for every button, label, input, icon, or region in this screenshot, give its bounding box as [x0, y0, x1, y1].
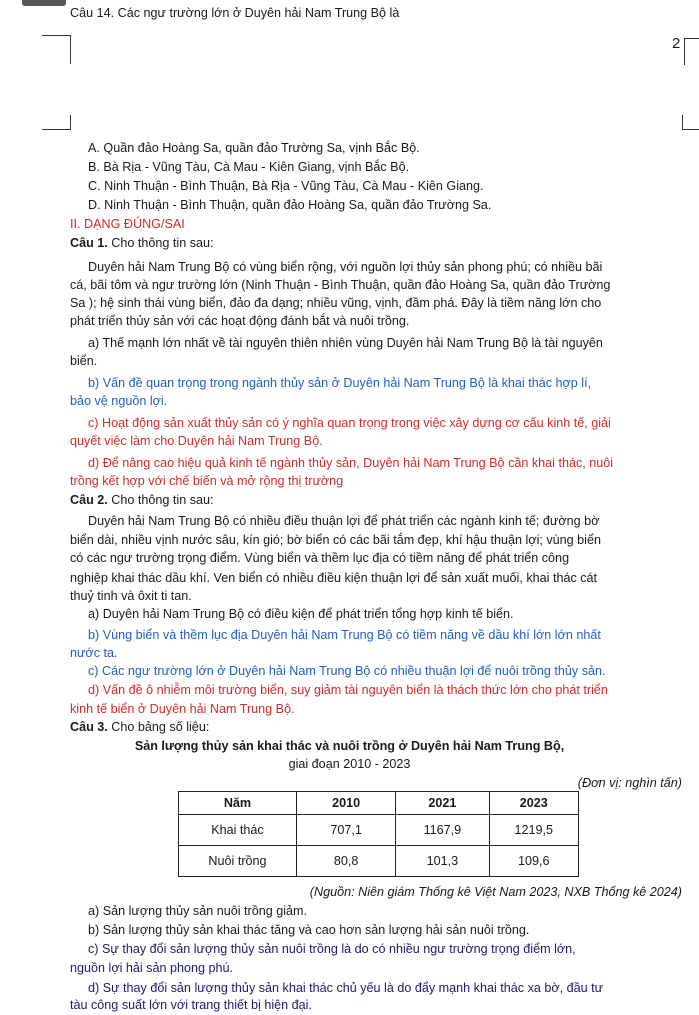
- q14-option-b: B. Bà Rịa - Vũng Tàu, Cà Mau - Kiên Giang, vịnh Bắc Bộ.: [88, 160, 410, 174]
- c2-statement-d-1: d) Vấn đề ô nhiễm môi trường biển, suy giảm tài nguyên biển là thách thức lớn cho phát triển: [88, 683, 608, 697]
- c1-statement-a-2: biển.: [70, 354, 98, 368]
- c2-intro: Cho thông tin sau:: [107, 493, 214, 507]
- table-title-1: Sản lượng thủy sản khai thác và nuôi trồng ở Duyên hải Nam Trung Bộ,: [134, 739, 565, 753]
- c1-statement-c-2: quyết việc làm cho Duyên hải Nam Trung Bộ.: [70, 434, 323, 448]
- table-title-2: giai đoạn 2010 - 2023: [288, 757, 411, 771]
- c3-statement-a: a) Sản lượng thủy sản nuôi trồng giảm.: [88, 904, 308, 918]
- table-cell: Nuôi trồng: [179, 846, 297, 877]
- table-header-row: [179, 792, 579, 815]
- c1-text-line-2: cá, bãi tôm và ngư trường lớn (Ninh Thuận - Bình Thuận, quần đảo Hoàng Sa, quần đảo Trường: [70, 278, 611, 292]
- c1-statement-c-1: c) Hoạt động sản xuất thủy sản có ý nghĩa quan trọng trong việc xây dựng cơ cấu kinh tế, giải: [88, 416, 611, 430]
- table-cell: 1167,9: [396, 815, 489, 846]
- c2-text-line-5: thuỷ tinh và ôxit ti tan.: [70, 589, 192, 603]
- table-header-cell: 2010: [296, 792, 395, 815]
- top-tab-decoration: [22, 0, 66, 6]
- c2-text-line-1: Duyên hải Nam Trung Bộ có nhiều điều thuận lợi để phát triển các ngành kinh tế; đường bờ: [88, 514, 600, 528]
- c3-intro: Cho bảng số liệu:: [107, 720, 210, 734]
- c2-statement-c: c) Các ngư trường lớn ở Duyên hải Nam Trung Bộ có nhiều thuận lợi để nuôi trồng thủy sản.: [88, 664, 606, 678]
- c3-heading: [70, 718, 681, 737]
- c1-text-line-1: Duyên hải Nam Trung Bộ có vùng biển rộng, với nguồn lợi thủy sản phong phú; có nhiều bãi: [88, 260, 603, 274]
- c2-text-line-4: nghiệp khai thác dầu khí. Ven biển có nhiều điều kiện thuận lợi để sản xuất muối, khai thác cát: [70, 571, 598, 585]
- table-row: [179, 846, 579, 877]
- c2-statement-d-2: kinh tế biển ở Duyên hải Nam Trung Bộ.: [70, 702, 295, 716]
- data-table: [178, 791, 579, 877]
- scan-frame-top-left: [42, 35, 71, 64]
- c1-text-line-3: Sa ); hệ sinh thái vùng biển, đảo đa dạng; nhiều vũng, vịnh, đầm phá. Đây là tiềm năng lớn cho: [70, 296, 602, 310]
- c3-statement-d-1: d) Sự thay đổi sản lượng thủy sản khai thác chủ yếu là do đẩy mạnh khai thác xa bờ, đầu tư: [88, 981, 604, 995]
- c3-statement-c-1: c) Sự thay đổi sản lượng thủy sản nuôi trồng là do có nhiều ngư trường trọng điểm lớn,: [88, 942, 576, 956]
- q14-option-c: C. Ninh Thuận - Bình Thuận, Bà Rịa - Vũng Tàu, Cà Mau - Kiên Giang.: [88, 179, 484, 193]
- c2-statement-a: a) Duyên hải Nam Trung Bộ có điều kiện để phát triển tổng hợp kinh tế biển.: [88, 607, 514, 621]
- section-title: II. DẠNG ĐÚNG/SAI: [70, 217, 185, 231]
- table-cell: 1219,5: [489, 815, 578, 846]
- scan-frame-bottom-left: [42, 115, 71, 130]
- c2-heading: [70, 491, 681, 510]
- scan-frame-top-right: [684, 38, 699, 65]
- c2-statement-b-1: b) Vùng biển và thềm lục địa Duyên hải Nam Trung Bộ có tiềm năng về dầu khí lớn lớn nhất: [88, 628, 601, 642]
- c1-heading: [70, 234, 681, 253]
- c3-statement-c-2: nguồn lợi hải sản phong phú.: [70, 961, 234, 975]
- scan-frame-bottom-right: [682, 115, 699, 130]
- c1-text-line-4: phát triển thủy sản với các hoạt động đánh bắt và nuôi trồng.: [70, 314, 410, 328]
- c2-text-line-2: biển dài, nhiều vịnh nước sâu, kín gió; bờ biển có các bãi tắm đẹp, khí hậu thuận lợi; vùng biển: [70, 533, 601, 547]
- table-cell: 101,3: [396, 846, 489, 877]
- table-header-cell: 2023: [489, 792, 578, 815]
- table-cell: 707,1: [296, 815, 395, 846]
- q14-option-a: A. Quần đảo Hoàng Sa, quần đảo Trường Sa, vịnh Bắc Bộ.: [88, 141, 420, 155]
- table-header-cell: 2021: [396, 792, 489, 815]
- c1-statement-b-1: b) Vấn đề quan trọng trong ngành thủy sản ở Duyên hải Nam Trung Bộ là khai thác hợp lí,: [88, 376, 592, 390]
- c1-statement-d-2: trồng kết hợp với chế biến và mở rộng thị trường: [70, 474, 344, 488]
- c2-text-line-3: có các ngư trường trọng điểm. Vùng biển và thềm lục địa có tiềm năng để phát triển công: [70, 551, 570, 565]
- c3-title: Câu 3.: [70, 720, 108, 734]
- question-14-title: Câu 14. Các ngư trường lớn ở Duyên hải Nam Trung Bộ là: [70, 6, 400, 20]
- c3-statement-d-2: tàu công suất lớn với trang thiết bị hiện đại.: [70, 998, 312, 1012]
- table-cell: Khai thác: [179, 815, 297, 846]
- table-header-cell: Năm: [179, 792, 297, 815]
- c1-statement-a-1: a) Thế mạnh lớn nhất về tài nguyên thiên nhiên vùng Duyên hải Nam Trung Bộ là tài nguyên: [88, 336, 603, 350]
- page-number: 2: [672, 35, 681, 52]
- c1-statement-b-2: bảo vệ nguồn lợi.: [70, 394, 168, 408]
- c1-title: Câu 1.: [70, 236, 108, 250]
- table-cell: 80,8: [296, 846, 395, 877]
- c2-title: Câu 2.: [70, 493, 108, 507]
- table-unit: (Đơn vị: nghìn tấn): [577, 776, 682, 790]
- c1-intro: Cho thông tin sau:: [107, 236, 214, 250]
- table-row: [179, 815, 579, 846]
- c1-statement-d-1: d) Để nâng cao hiệu quả kinh tế ngành thủy sản, Duyên hải Nam Trung Bộ cần khai thác, nuôi: [88, 456, 614, 470]
- c2-statement-b-2: nước ta.: [70, 646, 118, 660]
- c3-statement-b: b) Sản lượng thủy sản khai thác tăng và cao hơn sản lượng hải sản nuôi trồng.: [88, 923, 530, 937]
- table-cell: 109,6: [489, 846, 578, 877]
- table-source: (Nguồn: Niên giám Thống kê Việt Nam 2023, NXB Thống kê 2024): [309, 885, 682, 899]
- q14-option-d: D. Ninh Thuận - Bình Thuận, quần đảo Hoàng Sa, quần đảo Trường Sa.: [88, 198, 492, 212]
